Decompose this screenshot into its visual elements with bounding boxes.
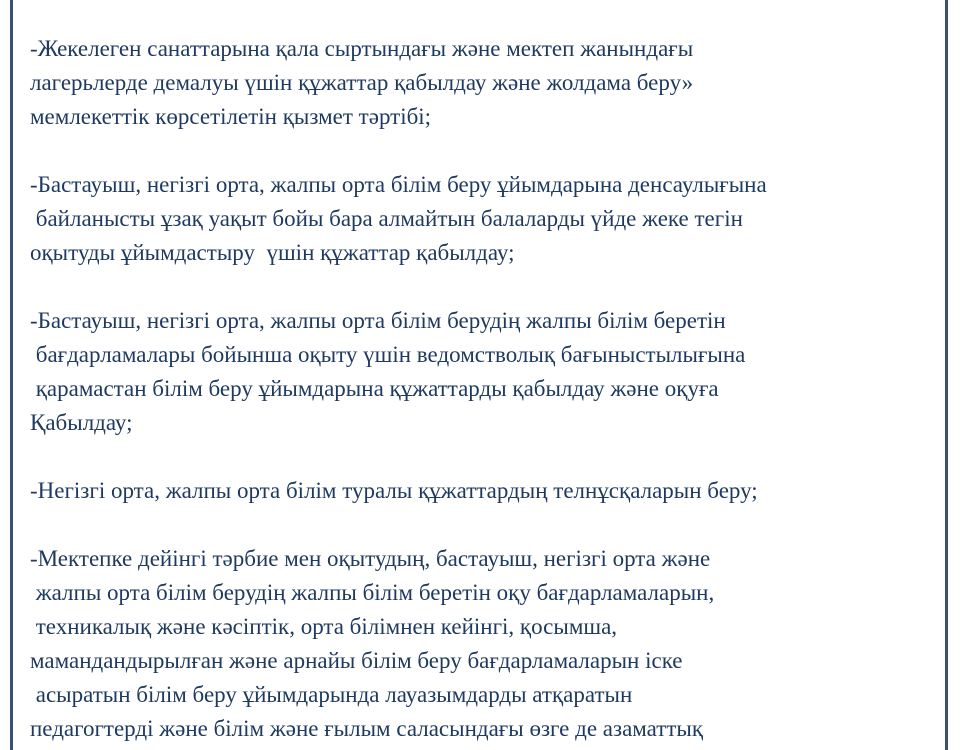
text-line: педагогтерді және білім және ғылым саласындағы өзге де азаматтық: [30, 716, 704, 741]
text-line: мамандандырылған және арнайы білім беру бағдарламаларын іске: [30, 648, 683, 673]
text-line: байланысты ұзақ уақыт бойы бара алмайтын балаларды үйде жеке тегін: [30, 206, 743, 231]
paragraph-teacher-positions: [30, 542, 950, 746]
text-line: техникалық және кәсіптік, орта білімнен кейінгі, қосымша,: [30, 614, 618, 639]
left-border-line: [10, 0, 13, 750]
text-line: -Бастауыш, негізгі орта, жалпы орта білім беру ұйымдарына денсаулығына: [30, 172, 767, 197]
text-line: Қабылдау;: [30, 410, 133, 435]
text-line: жалпы орта білім берудің жалпы білім беретін оқу бағдарламаларын,: [30, 580, 715, 605]
text-line: лагерьлерде демалуы үшін құжаттар қабылдау және жолдама беру»: [30, 70, 694, 95]
text-line: -Мектепке дейінгі тәрбие мен оқытудың, бастауыш, негізгі орта және: [30, 546, 711, 571]
text-line: асыратын білім беру ұйымдарында лауазымдарды атқаратын: [30, 682, 633, 707]
paragraph-camp-documents: [30, 32, 950, 134]
text-line: -Бастауыш, негізгі орта, жалпы орта білім берудің жалпы білім беретін: [30, 308, 726, 333]
text-line: -Жекелеген санаттарына қала сыртындағы және мектеп жанындағы: [30, 36, 694, 61]
paragraph-gap: [30, 440, 950, 474]
text-line: оқытуды ұйымдастыру үшін құжаттар қабылдау;: [30, 240, 515, 265]
paragraph-home-schooling: [30, 168, 950, 270]
text-line: қарамастан білім беру ұйымдарына құжаттарды қабылдау және оқуға: [30, 376, 719, 401]
text-line: -Негізгі орта, жалпы орта білім туралы құжаттардың телнұсқаларын беру;: [30, 478, 758, 503]
paragraph-gap: [30, 134, 950, 168]
text-line: мемлекеттік көрсетілетін қызмет тәртібі;: [30, 104, 432, 129]
paragraph-gap: [30, 270, 950, 304]
paragraph-school-admission: [30, 304, 950, 440]
paragraph-document-duplicates: [30, 474, 950, 508]
document-body: [30, 32, 950, 746]
paragraph-gap: [30, 508, 950, 542]
text-line: бағдарламалары бойынша оқыту үшін ведомстволық бағыныстылығына: [30, 342, 746, 367]
